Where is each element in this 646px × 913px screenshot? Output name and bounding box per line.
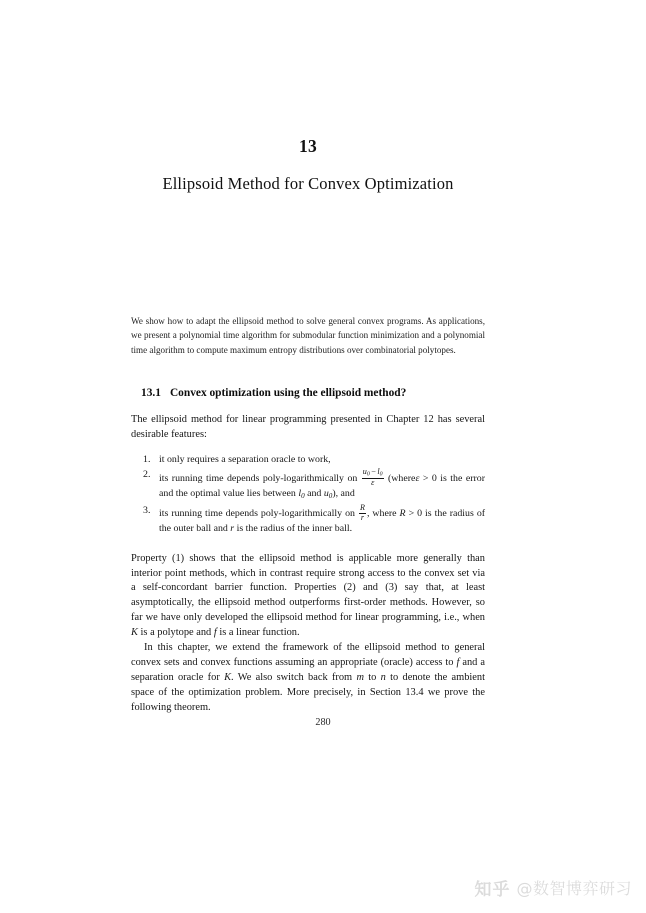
zhihu-logo: 知乎 <box>474 880 511 900</box>
chapter-title: Ellipsoid Method for Convex Optimization <box>162 174 454 193</box>
paragraph-2-text-d: to <box>368 671 377 683</box>
math-l0-subscript: 0 <box>301 492 305 501</box>
feature-item-2-text-mid: (where <box>388 473 416 485</box>
math-u0-subscript: 0 <box>328 492 333 501</box>
math-R: R <box>399 508 406 520</box>
fraction-denominator: r <box>360 512 365 522</box>
section-heading <box>131 357 485 399</box>
paragraph-2-text-b: and a separation oracle for <box>131 656 485 683</box>
feature-item-1-text: it only requires a separation oracle to work, <box>159 454 331 466</box>
paragraph-2-text-e: to denote the ambient space of the optimization problem. More precisely, in Section 13.4 we prove the following theorem. <box>131 671 485 713</box>
watermark-footer <box>474 875 632 900</box>
math-u: u <box>362 467 367 477</box>
page-number: 280 <box>315 717 331 728</box>
math-l-subscript: 0 <box>379 471 383 478</box>
page-content <box>131 0 485 716</box>
fraction-numerator: R <box>359 503 365 513</box>
feature-item-3-text-end: is the radius of the inner ball. <box>236 523 353 535</box>
chapter-number: 13 <box>299 136 317 156</box>
feature-item-2-text-and: and <box>307 488 322 500</box>
math-K: K <box>224 671 232 683</box>
feature-item-2-text-post: ), and <box>332 488 355 500</box>
paragraph-2-text-c: . We also switch back from <box>231 671 353 683</box>
math-f: f <box>456 656 460 668</box>
fraction-R-over-r <box>359 504 366 522</box>
feature-item-3-text-post: > 0 is the radius of the outer ball and <box>159 508 486 535</box>
section-intro-paragraph: The ellipsoid method for linear programming presented in Chapter 12 has several desirable features: <box>131 414 485 441</box>
math-f: f <box>213 627 217 639</box>
math-epsilon: ε <box>415 473 420 485</box>
math-r: r <box>230 523 235 535</box>
list-item <box>131 468 485 503</box>
math-m: m <box>356 671 364 683</box>
math-minus: − <box>371 467 376 477</box>
body-paragraph-properties <box>131 538 485 641</box>
feature-item-2-text-gt: > 0 is the error and the optimal value lies between <box>159 473 486 500</box>
chapter-abstract: We show how to adapt the ellipsoid method to solve general convex programs. As applications, we present a polynomial time algorithm for submodular function minimization and a polynomial time algorithm to compute maximum entropy distributions over combinatorial polytopes. <box>131 316 485 355</box>
math-K: K <box>131 627 138 639</box>
list-item <box>131 504 485 536</box>
fraction-u0-minus-l0-over-epsilon <box>362 468 384 487</box>
section-title: Convex optimization using the ellipsoid method? <box>169 387 407 400</box>
paragraph-1-text-a: Property (1) shows that the ellipsoid method is applicable more generally than interior point methods, which in contrast require strong access to the convex set via a self-concordant barrier function. Properties (2) and (3) say that, at least asymptotically, the ellipsoid method outperforms first-order methods. However, so far we have only developed the ellipsoid method for linear programming, i.e., when <box>131 552 485 624</box>
feature-list <box>131 443 485 537</box>
paragraph-1-text-c: is a linear function. <box>219 627 300 639</box>
fraction-denominator: ε <box>371 477 375 487</box>
math-n: n <box>380 671 386 683</box>
body-paragraph-chapter-overview <box>131 641 485 716</box>
math-l0: l <box>298 488 302 500</box>
feature-item-3-text-pre: its running time depends poly-logarithmically on <box>159 508 355 520</box>
math-u-subscript: 0 <box>366 471 370 478</box>
watermark-handle: @数智博弈研习 <box>516 879 632 898</box>
math-u0: u <box>323 488 329 500</box>
list-item <box>131 453 485 467</box>
section-number: 13.1 <box>141 387 161 400</box>
paragraph-2-text-a: In this chapter, we extend the framework of the ellipsoid method to general convex sets and convex functions assuming an appropriate (oracle) access to <box>131 642 485 668</box>
paragraph-1-text-b: is a polytope and <box>140 627 212 639</box>
math-l: l <box>377 467 380 477</box>
feature-item-3-text-mid: , where <box>366 508 397 520</box>
feature-item-2-text-pre: its running time depends poly-logarithmically on <box>159 473 358 485</box>
